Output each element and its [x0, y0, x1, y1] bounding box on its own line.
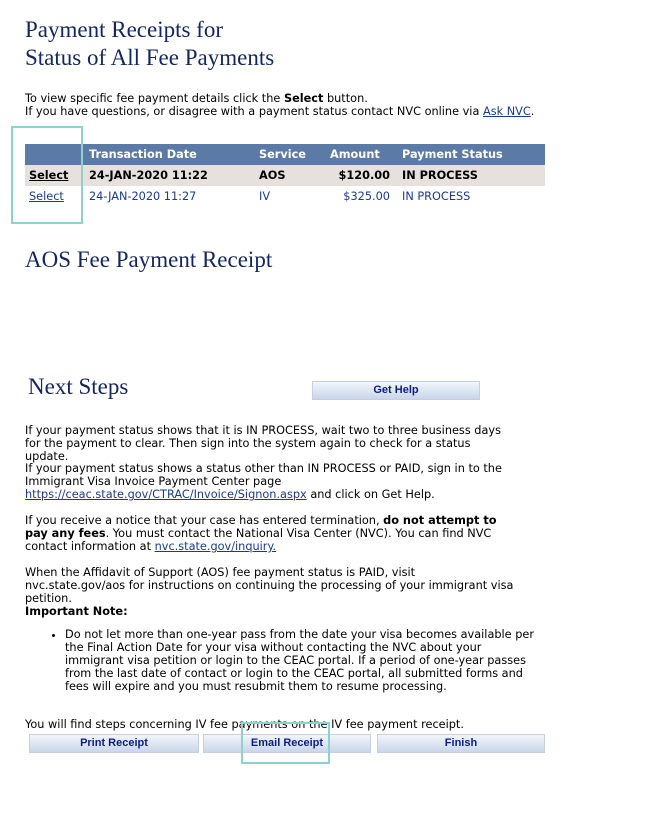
- cell-date: 24-JAN-2020 11:27: [89, 190, 197, 203]
- cell-service: AOS: [255, 165, 326, 186]
- next-steps-p1: If your payment status shows that it is IN PROCESS, wait two to three business days for the payment to clear. Then sign into the system again to check for a status update.: [25, 424, 501, 463]
- select-link[interactable]: Select: [29, 169, 69, 182]
- get-help-button[interactable]: Get Help: [312, 381, 480, 400]
- next-steps-p3-bold: do not attempt to pay any fees: [25, 514, 497, 540]
- intro-line2-post: .: [530, 105, 535, 118]
- next-steps-p3-pre: If you receive a notice that your case has entered termination,: [25, 514, 384, 527]
- cell-select: [25, 165, 85, 186]
- ask-nvc-link[interactable]: Ask NVC: [482, 105, 531, 118]
- col-header-date: Transaction Date: [85, 144, 255, 165]
- next-steps-p2-post: and click on Get Help.: [306, 488, 435, 501]
- page-title-line1: Payment Receipts for: [25, 17, 224, 42]
- table-row: [25, 186, 545, 207]
- important-note-heading: Important Note:: [25, 605, 128, 618]
- nvc-inquiry-link[interactable]: nvc.state.gov/inquiry.: [154, 540, 277, 553]
- cell-date: 24-JAN-2020 11:22: [85, 165, 255, 186]
- col-header-status: Payment Status: [394, 144, 545, 165]
- receipt-title: AOS Fee Payment Receipt: [25, 247, 273, 272]
- next-steps-p3-mid: . You must contact the National Visa Center (NVC). You can find NVC contact information at: [25, 527, 492, 553]
- select-link[interactable]: Select: [29, 190, 64, 203]
- important-note-list: [25, 628, 535, 693]
- cell-select: [25, 186, 85, 207]
- intro-line1-pre: To view specific fee payment details click the: [25, 92, 284, 105]
- intro-line1-post: button.: [323, 92, 368, 105]
- next-steps-title: Next Steps: [28, 374, 129, 399]
- intro-line1-bold: Select: [283, 92, 324, 105]
- page-title-line2: Status of All Fee Payments: [25, 45, 275, 70]
- table-row: [25, 165, 545, 186]
- page-title: [25, 16, 274, 72]
- print-receipt-button[interactable]: Print Receipt: [29, 734, 199, 753]
- cell-amount: $120.00: [326, 165, 394, 186]
- cell-amount: $325.00: [343, 190, 390, 203]
- next-steps-p2: [25, 462, 515, 501]
- cell-service: IV: [259, 190, 271, 203]
- col-header-select: [25, 144, 85, 165]
- next-steps-p2-text: If your payment status shows a status other than IN PROCESS or PAID, sign in to the Immigrant Visa Invoice Payment Center page: [25, 462, 502, 488]
- finish-button[interactable]: Finish: [377, 734, 545, 753]
- next-steps-p4: When the Affidavit of Support (AOS) fee payment status is PAID, visit nvc.state.gov/aos for instructions on continuing the processing of your immigrant visa petition.: [25, 566, 514, 605]
- list-item: • Do not let more than one-year pass from the date your visa becomes available per the Final Action Date for your visa without contacting the NVC about your immigrant visa petition or login to the CEAC portal. If a period of one-year passes from the last date of contact or login to the CEAC portal, all submitted forms and fees will expire and you must resubmit them to resume processing.: [65, 628, 535, 693]
- intro-text: [25, 92, 625, 118]
- email-receipt-button[interactable]: Email Receipt: [203, 734, 371, 753]
- next-steps-p3: [25, 514, 515, 553]
- payments-table: [25, 144, 545, 207]
- table-header-row: [25, 144, 545, 165]
- ceac-invoice-link[interactable]: https://ceac.state.gov/CTRAC/Invoice/Signon.aspx: [25, 488, 307, 501]
- footer-note: You will find steps concerning IV fee payments on the IV fee payment receipt.: [25, 718, 464, 731]
- cell-status: IN PROCESS: [394, 165, 545, 186]
- col-header-amount: Amount: [326, 144, 394, 165]
- cell-status: IN PROCESS: [402, 190, 471, 203]
- intro-line2-pre: If you have questions, or disagree with a payment status contact NVC online via: [25, 105, 483, 118]
- col-header-service: Service: [255, 144, 326, 165]
